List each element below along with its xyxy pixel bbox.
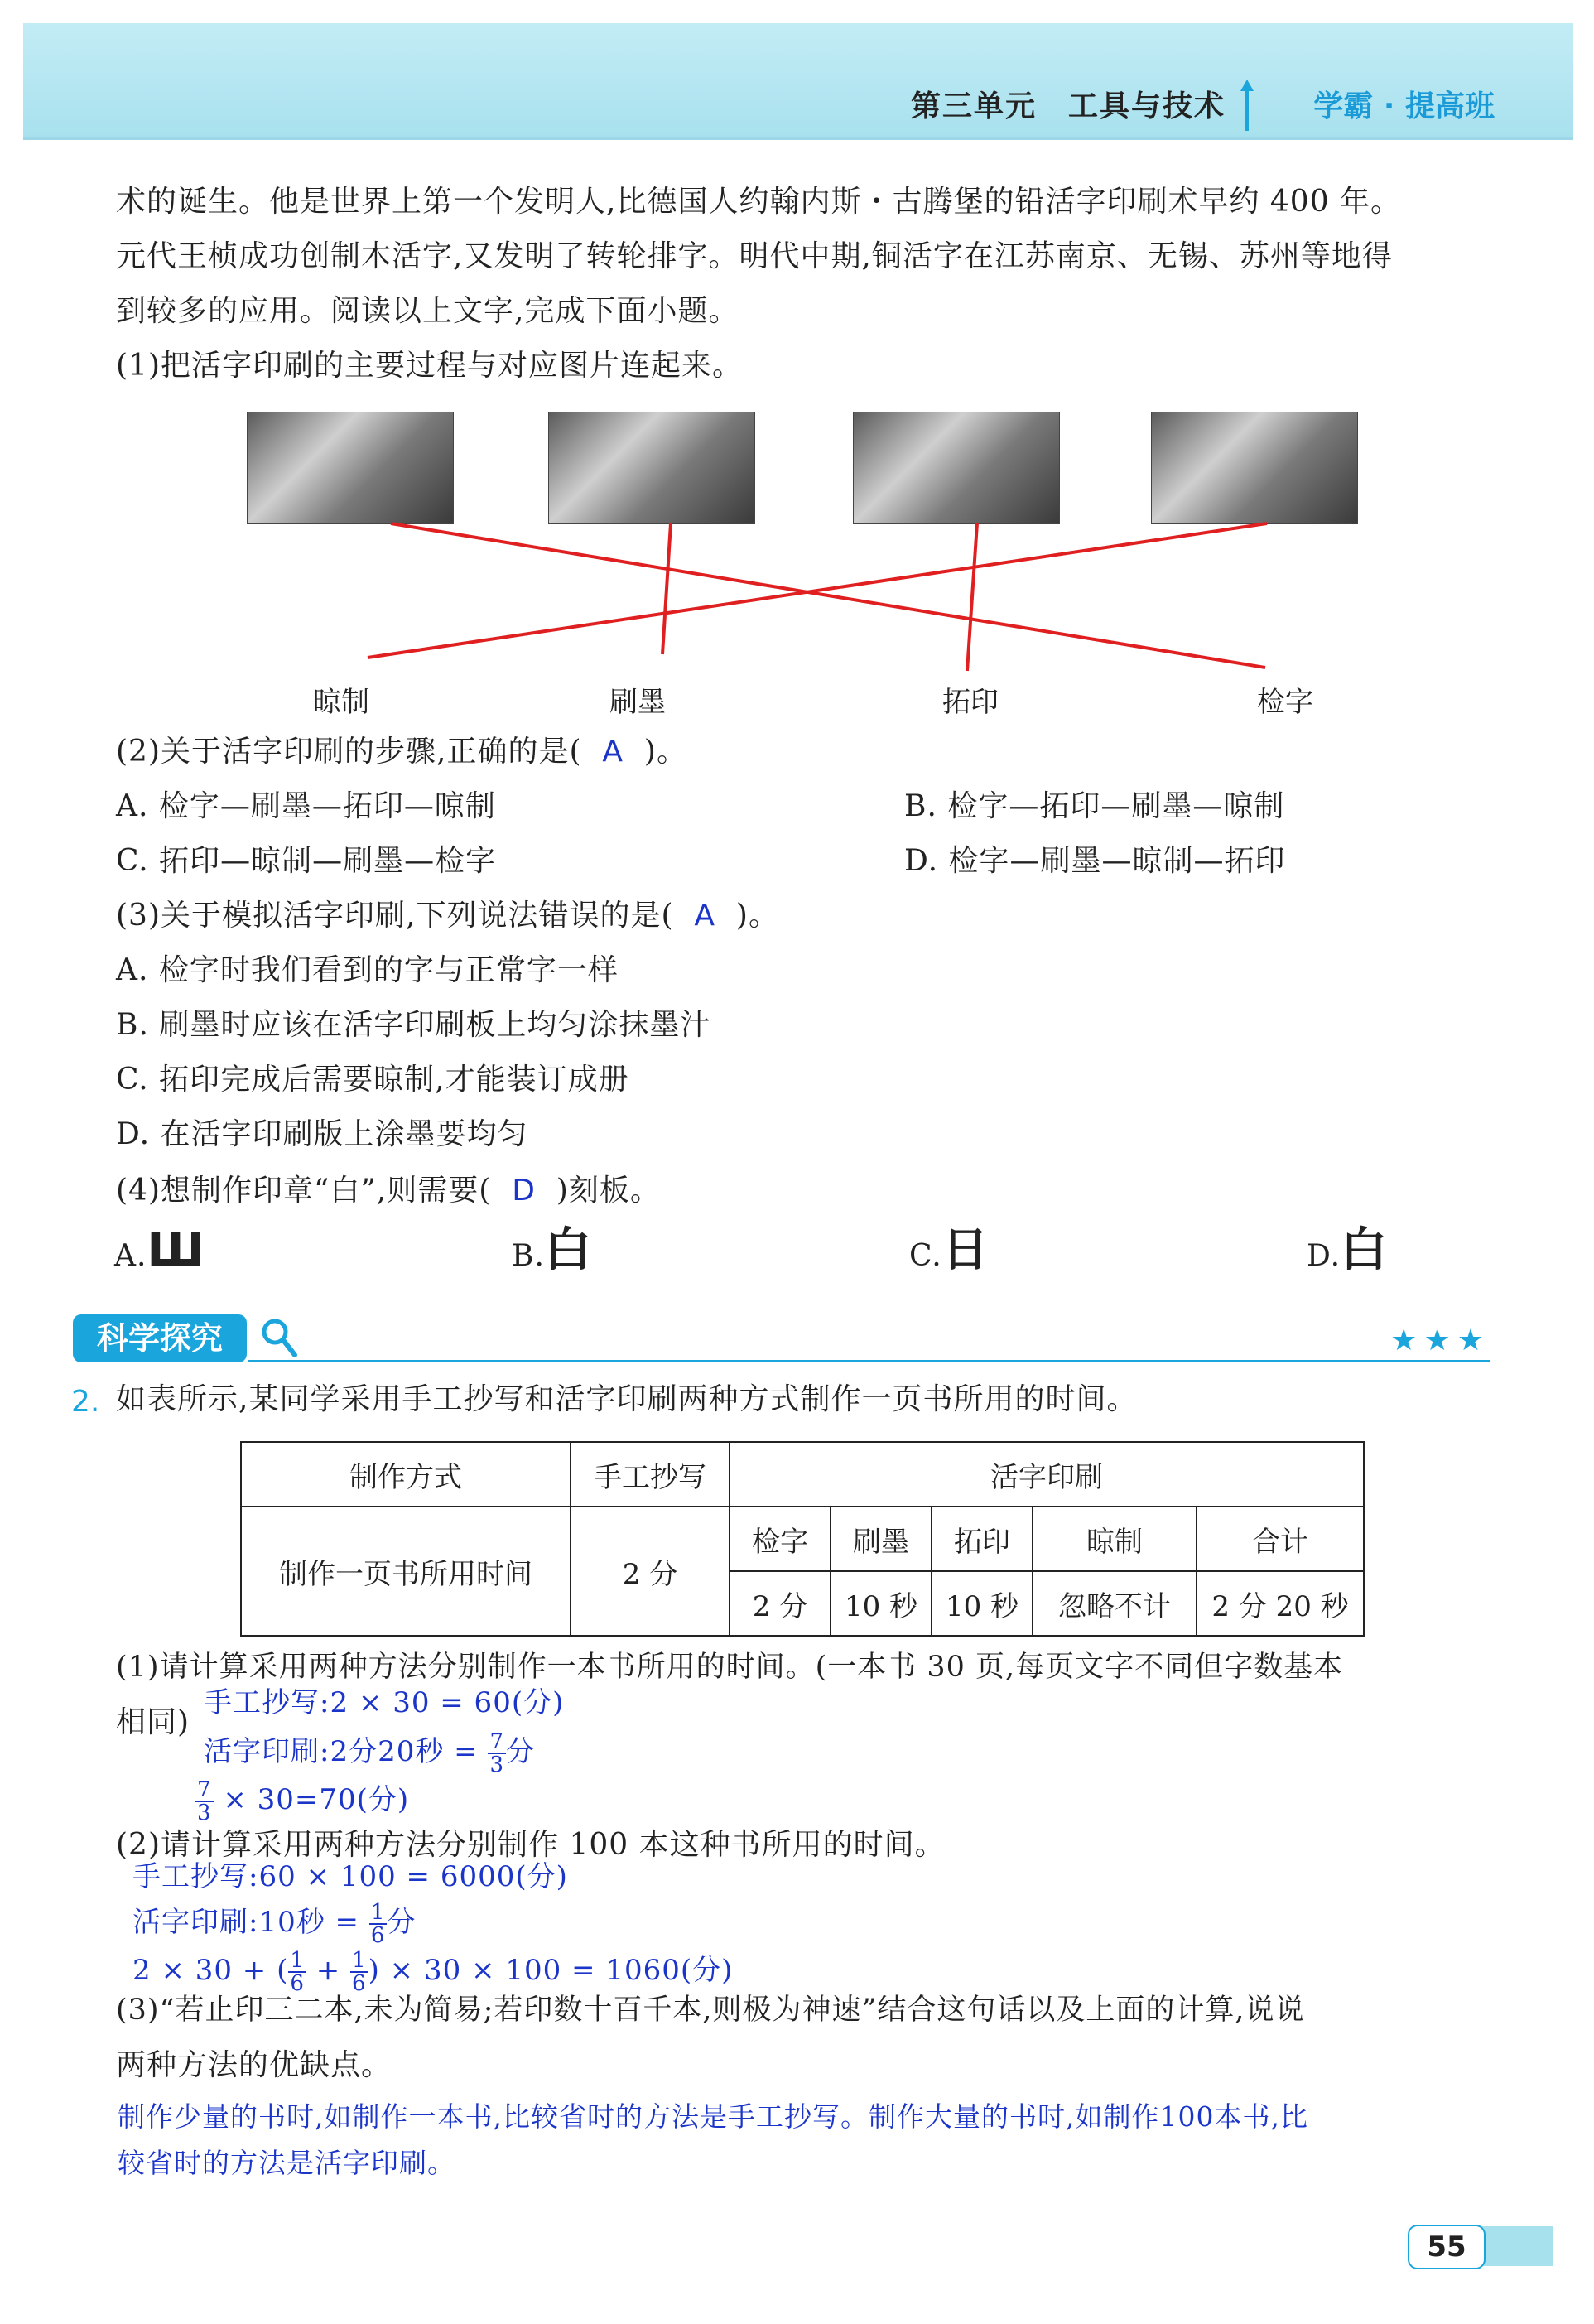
value-rub: 10 秒	[932, 1571, 1033, 1636]
q4-option-c	[909, 1222, 990, 1278]
q4-option-a-glyph: Ш	[147, 1223, 205, 1277]
difficulty-stars: ★★★	[1390, 1324, 1490, 1357]
q3-option-a: A. 检字时我们看到的字与正常字一样	[116, 953, 619, 987]
q3-option-d: D. 在活字印刷版上涂墨要均匀	[116, 1117, 528, 1151]
frac-den: 3	[197, 1801, 212, 1825]
row-label: 制作一页书所用时间	[241, 1507, 571, 1636]
q4-option-a	[114, 1222, 205, 1278]
q3-option-c: C. 拓印完成后需要晾制,才能装订成册	[116, 1063, 629, 1097]
frac-den: 6	[290, 1971, 305, 1996]
sub1-stem-a: (1)请计算采用两种方法分别制作一本书所用的时间。(一本书 30 页,每页文字不同但字数基本	[116, 1651, 1344, 1684]
frac-num: 1	[290, 1948, 305, 1973]
time-table	[240, 1441, 1365, 1637]
match-line-2	[662, 523, 671, 654]
q2-option-d: D. 检字—刷墨—晾制—拓印	[904, 844, 1286, 878]
q3-stem	[116, 898, 779, 933]
q4-stem-text: (4)想制作印章“白”,则需要(	[116, 1174, 492, 1208]
magnifier-icon	[258, 1315, 300, 1360]
match-line-4	[368, 523, 1267, 658]
q4-option-d-label: D.	[1307, 1239, 1341, 1273]
caption-dry: 晾制	[313, 686, 369, 719]
question-number: 2.	[71, 1385, 100, 1419]
frac-num: 7	[489, 1729, 505, 1754]
fraction-1-6	[369, 1902, 388, 1946]
q4-option-c-label: C.	[909, 1239, 942, 1273]
frac-num: 1	[352, 1948, 367, 1973]
unit-title: 第三单元 工具与技术	[910, 89, 1226, 123]
q2-answer: A	[602, 735, 624, 769]
section-rule	[248, 1360, 1490, 1362]
step-dry: 晾制	[1033, 1507, 1197, 1571]
frac-num: 7	[197, 1777, 212, 1802]
caption-rub: 拓印	[942, 686, 999, 719]
sub2-answer-2-unit: 分	[387, 1906, 417, 1939]
sub1-answer-1: 手工抄写:2 × 30 = 60(分)	[204, 1686, 565, 1719]
sub2-answer-1: 手工抄写:60 × 100 = 6000(分)	[132, 1860, 568, 1893]
q2-option-b: B. 检字—拓印—刷墨—晾制	[904, 789, 1285, 823]
page-number: 55	[1408, 2225, 1486, 2269]
match-line-3	[967, 523, 977, 671]
fraction-1-6-a	[288, 1950, 306, 1994]
match-line-1	[391, 523, 1265, 668]
q2-stem-text: (2)关于活字印刷的步骤,正确的是(	[116, 735, 582, 769]
q3-stem-text: (3)关于模拟活字印刷,下列说法错误的是(	[116, 899, 674, 933]
q2-stem-end: )。	[643, 735, 687, 769]
question2-stem: 如表所示,某同学采用手工抄写和活字印刷两种方式制作一页书所用的时间。	[116, 1382, 1138, 1416]
caption-pick: 检字	[1257, 686, 1313, 719]
sub1-answer-3-text: × 30=70(分)	[223, 1783, 410, 1816]
q2-stem	[116, 734, 687, 769]
q4-stem	[116, 1173, 661, 1208]
value-total: 2 分 20 秒	[1197, 1571, 1364, 1636]
matching-lines	[0, 0, 1594, 745]
sub3-answer-a: 制作少量的书时,如制作一本书,比较省时的方法是手工抄写。制作大量的书时,如制作100本书,比	[118, 2100, 1308, 2133]
header-print: 活字印刷	[730, 1442, 1364, 1507]
q4-answer: D	[512, 1174, 536, 1208]
q4-stem-end: )刻板。	[556, 1174, 661, 1208]
sub2-answer-3-post: ) × 30 × 100 = 1060(分)	[368, 1954, 734, 1987]
q4-option-a-label: A.	[114, 1239, 147, 1273]
section-title: 科学探究	[73, 1314, 247, 1362]
frac-num: 1	[370, 1900, 386, 1925]
q4-option-b	[512, 1222, 592, 1278]
q4-option-d	[1307, 1222, 1388, 1278]
sub1-answer-2-unit: 分	[506, 1735, 536, 1768]
step-ink: 刷墨	[831, 1507, 932, 1571]
intro-line-1: 术的诞生。他是世界上第一个发明人,比德国人约翰内斯・古腾堡的铅活字印刷术早约 400 年。	[116, 185, 1402, 219]
sub1-answer-2	[204, 1731, 535, 1776]
brand-label: 学霸 · 提高班	[1313, 89, 1495, 123]
intro-line-2: 元代王桢成功创制木活字,又发明了转轮排字。明代中期,铜活字在江苏南京、无锡、苏州等地得	[116, 239, 1393, 273]
frac-den: 3	[489, 1753, 505, 1777]
step-pick: 检字	[730, 1507, 831, 1571]
sub1-stem-b: 相同)	[116, 1705, 190, 1739]
frac-den: 6	[352, 1971, 367, 1996]
sub2-answer-2	[132, 1902, 416, 1946]
sub3-stem-a: (3)“若止印三二本,未为简易;若印数十百千本,则极为神速”结合这句话以及上面的计算,说说	[116, 1994, 1305, 2027]
header-hand: 手工抄写	[571, 1442, 730, 1507]
fraction-1-6-b	[350, 1950, 368, 1994]
value-dry: 忽略不计	[1033, 1571, 1197, 1636]
q2-option-c: C. 拓印—晾制—刷墨—检字	[116, 844, 497, 878]
sub2-answer-2-text: 活字印刷:10秒 =	[132, 1906, 360, 1939]
sub3-answer-b: 较省时的方法是活字印刷。	[118, 2147, 455, 2179]
sub2-answer-3-plus: +	[315, 1954, 341, 1987]
sub1-answer-3	[195, 1779, 409, 1824]
sub2-stem: (2)请计算采用两种方法分别制作 100 本这种书所用的时间。	[116, 1828, 946, 1862]
q4-option-b-glyph: 白	[544, 1223, 592, 1277]
q4-option-c-glyph: 日	[941, 1223, 990, 1277]
hand-value: 2 分	[571, 1507, 730, 1636]
sub3-stem-b: 两种方法的优缺点。	[116, 2048, 392, 2082]
sub2-answer-3	[132, 1950, 733, 1994]
step-total: 合计	[1197, 1507, 1364, 1571]
header-method: 制作方式	[241, 1442, 571, 1507]
frac-den: 6	[370, 1923, 386, 1948]
q1-stem: (1)把活字印刷的主要过程与对应图片连起来。	[116, 349, 743, 383]
q3-stem-end: )。	[735, 899, 779, 933]
fraction-7-3	[488, 1731, 506, 1776]
intro-line-3: 到较多的应用。阅读以上文字,完成下面小题。	[116, 294, 739, 328]
step-rub: 拓印	[932, 1507, 1033, 1571]
q3-option-b: B. 刷墨时应该在活字印刷板上均匀涂抹墨汁	[116, 1008, 711, 1042]
sub1-answer-2-text: 活字印刷:2分20秒 =	[204, 1735, 479, 1768]
fraction-7-3-b	[195, 1779, 214, 1824]
value-pick: 2 分	[730, 1571, 831, 1636]
caption-ink: 刷墨	[609, 686, 666, 719]
q2-option-a: A. 检字—刷墨—拓印—晾制	[116, 789, 496, 823]
q4-option-b-label: B.	[512, 1239, 545, 1273]
q4-option-d-glyph: 白	[1341, 1223, 1389, 1277]
sub2-answer-3-pre: 2 × 30 + (	[132, 1954, 289, 1987]
q3-answer: A	[694, 899, 716, 933]
value-ink: 10 秒	[831, 1571, 932, 1636]
